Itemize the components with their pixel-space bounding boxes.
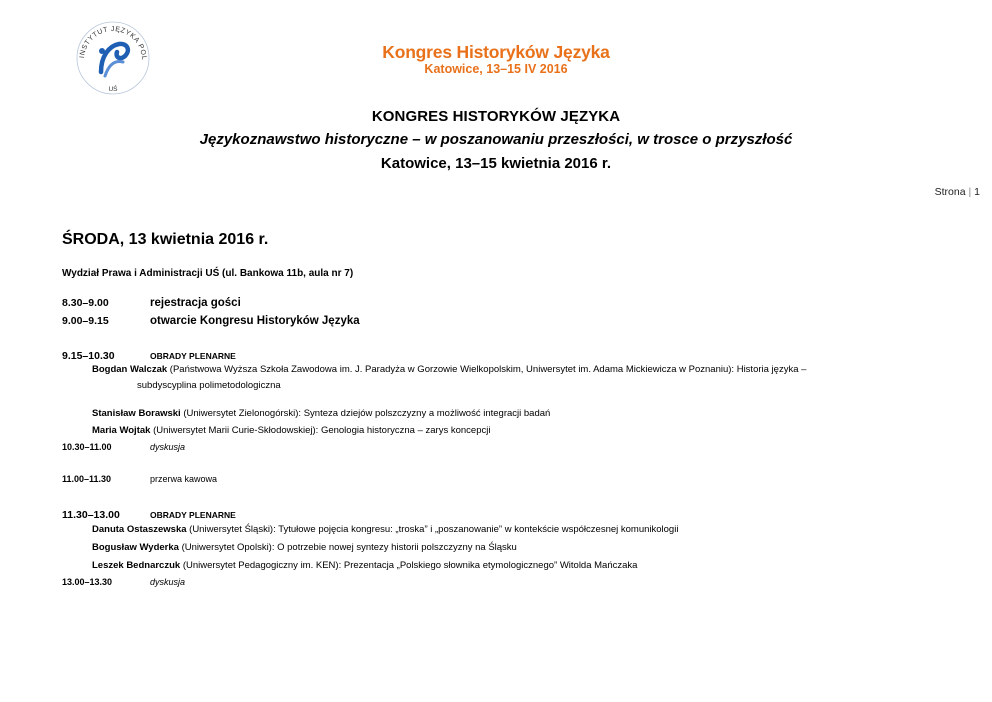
schedule-row-discussion: [62, 577, 185, 587]
talk-item: [92, 558, 932, 574]
talk-item: [92, 423, 932, 439]
header-subtitle: Katowice, 13–15 IV 2016: [424, 62, 568, 76]
talk-details: (Państwowa Wyższa Szkoła Zawodowa im. J. Paradyża w Gorzowie Wielkopolskim, Uniwersytet im. Adama Mickiewicza w Poznaniu): Historia języka –: [167, 364, 807, 375]
time: 9.15–10.30: [62, 350, 115, 362]
logo-bottom-text: UŚ: [108, 86, 118, 93]
schedule-row-opening: [62, 315, 360, 327]
talk-details-continued: subdyscyplina polimetodologiczna: [137, 380, 281, 391]
event-text: dyskusja: [150, 577, 186, 587]
speaker: Bogusław Wyderka: [92, 542, 179, 553]
time: 11.30–13.00: [62, 509, 120, 521]
session-2-header: [62, 509, 236, 521]
schedule-row-break: [62, 474, 217, 484]
talk-details: (Uniwersytet Pedagogiczny im. KEN): Prezentacja „Polskiego słownika etymologicznego” Witolda Mańczaka: [180, 560, 638, 571]
document-title: KONGRES HISTORYKÓW JĘZYKA: [371, 108, 621, 125]
time: 13.00–13.30: [62, 577, 113, 587]
session-label: OBRADY PLENARNE: [150, 510, 236, 520]
talk-details: (Uniwersytet Opolski): O potrzebie nowej syntezy historii polszczyzny na Śląsku: [178, 542, 517, 553]
page-number-value: 1: [974, 186, 980, 198]
page-number: [935, 186, 980, 198]
time: 11.00–11.30: [62, 474, 112, 484]
event-text: rejestracja gości: [150, 297, 241, 309]
document-date: Katowice, 13–15 kwietnia 2016 r.: [380, 155, 612, 172]
schedule-row-registration: [62, 297, 241, 309]
time: 10.30–11.00: [62, 442, 112, 452]
talk-item: [92, 406, 932, 422]
header-title: Kongres Historyków Języka: [382, 42, 610, 62]
event-text: dyskusja: [150, 442, 186, 452]
time: 8.30–9.00: [62, 297, 109, 309]
page-number-separator: |: [968, 186, 972, 198]
logo-ring-text: INSTYTUT JĘZYKA POL: [79, 25, 148, 61]
event-text: otwarcie Kongresu Historyków Języka: [150, 315, 360, 327]
talk-item: [92, 522, 932, 538]
speaker: Danuta Ostaszewska: [92, 524, 187, 535]
page-number-label: Strona: [934, 186, 966, 198]
talk-details: (Uniwersytet Śląski): Tytułowe pojęcia kongresu: „troska” i „poszanowanie” w kontekście współczesnej komunikologii: [186, 524, 679, 535]
talk-details: (Uniwersytet Zielonogórski): Synteza dziejów polszczyzny a możliwość integracji badań: [180, 408, 551, 419]
speaker: Bogdan Walczak: [92, 364, 168, 375]
talk-item: [92, 362, 932, 394]
event-text: przerwa kawowa: [150, 474, 218, 484]
talk-item: [92, 540, 932, 556]
day-heading: ŚRODA, 13 kwietnia 2016 r.: [62, 231, 269, 248]
session-1-header: [62, 350, 236, 362]
time: 9.00–9.15: [62, 315, 109, 327]
speaker: Maria Wojtak: [92, 425, 151, 436]
speaker: Stanisław Borawski: [92, 408, 181, 419]
talk-details: (Uniwersytet Marii Curie-Skłodowskiej): Genologia historyczna – zarys koncepcji: [150, 425, 491, 436]
session-label: OBRADY PLENARNE: [150, 351, 236, 361]
venue: Wydział Prawa i Administracji UŚ (ul. Bankowa 11b, aula nr 7): [62, 268, 354, 279]
document-subtitle: Językoznawstwo historyczne – w poszanowaniu przeszłości, w trosce o przyszłość: [199, 131, 793, 148]
speaker: Leszek Bednarczuk: [92, 560, 181, 571]
schedule-row-discussion: [62, 442, 185, 452]
